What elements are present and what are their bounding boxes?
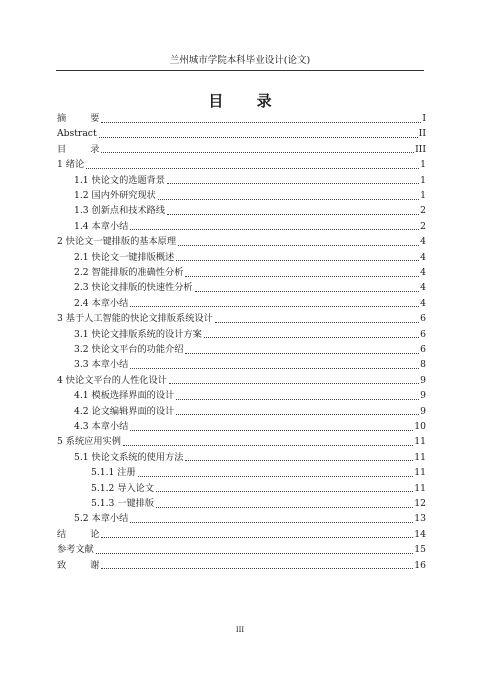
toc-entry-page: 11 [414, 436, 426, 448]
toc-leader-dots [158, 199, 419, 200]
toc-entry-page: II [418, 128, 426, 140]
toc-entry-title: 2.4 本章小结 [74, 297, 129, 309]
toc-leader-dots [176, 399, 419, 400]
toc-entry-title: 2.1 快论文一键排版概述 [74, 251, 175, 263]
toc-entry[interactable] [57, 497, 426, 511]
toc-entry[interactable] [57, 174, 426, 188]
toc-leader-dots [130, 522, 413, 523]
toc-entry[interactable] [57, 512, 426, 526]
toc-entry[interactable] [57, 251, 426, 265]
toc-leader-dots [156, 491, 413, 492]
toc-entry-page: 4 [420, 297, 426, 309]
toc-entry-title: 5.2 本章小结 [74, 513, 129, 525]
toc-entry-page: 4 [420, 267, 426, 278]
toc-entry-title: 2.2 智能排版的准确性分析 [74, 267, 184, 278]
toc-entry-title: 1.4 本章小结 [74, 220, 129, 232]
toc-entry-page: 8 [420, 359, 426, 371]
toc-leader-dots [169, 383, 419, 384]
toc-leader-dots [156, 507, 413, 508]
toc-entry-page: 12 [414, 498, 426, 509]
toc-entry-title: 4.2 论文编辑界面的设计 [74, 405, 175, 417]
toc-entry-page: 4 [420, 251, 426, 263]
toc-entry[interactable] [57, 528, 426, 542]
toc-leader-dots [130, 430, 413, 431]
toc-entry-title: 4 快论文平台的人性化设计 [57, 374, 167, 386]
toc-entry-title: 结论 [57, 528, 100, 540]
toc-entry-title: 摘要 [57, 113, 100, 124]
toc-entry-page: 16 [414, 559, 426, 571]
toc-entry-title: 1.2 国内外研究现状 [74, 190, 156, 201]
toc-leader-dots [195, 291, 420, 292]
toc-entry[interactable] [57, 158, 426, 172]
toc-leader-dots [185, 460, 413, 461]
toc-entry[interactable] [57, 389, 426, 403]
toc-entry-title: 参考文献 [57, 544, 94, 556]
toc-entry-title: 5 系统应用实例 [57, 436, 121, 448]
toc-entry-page: 2 [420, 220, 426, 232]
toc-entry-page: 9 [420, 374, 426, 386]
toc-entry[interactable] [57, 220, 426, 234]
toc-leader-dots [185, 353, 419, 354]
toc-entry[interactable] [57, 204, 426, 218]
toc-entry-title: 5.1.1 注册 [91, 467, 136, 479]
toc-leader-dots [101, 537, 413, 538]
toc-entry-page: 4 [420, 236, 426, 248]
toc-entry-title: 3 基于人工智能的快论文排版系统设计 [57, 313, 213, 325]
toc-entry-title: 1 绪论 [57, 159, 85, 171]
toc-entry[interactable] [57, 312, 426, 326]
toc-leader-dots [138, 476, 414, 477]
toc-entry-title: 致谢 [57, 559, 100, 571]
toc-entry-page: 14 [414, 528, 426, 540]
toc-entry-page: 6 [420, 313, 426, 325]
toc-leader-dots [167, 183, 419, 184]
toc-entry-page: 11 [414, 467, 426, 479]
toc-entry[interactable] [57, 543, 426, 557]
toc-entry-title: 4.1 模板选择界面的设计 [74, 390, 175, 402]
toc-leader-dots [130, 368, 419, 369]
toc-entry[interactable] [57, 435, 426, 449]
toc-leader-dots [204, 337, 419, 338]
toc-entry-title: 1.1 快论文的选题背景 [74, 174, 166, 186]
toc-entry[interactable] [57, 374, 426, 388]
toc-entry-page: 6 [420, 328, 426, 340]
toc-entry-title: 5.1.3 一键排版 [91, 498, 155, 509]
toc-leader-dots [176, 414, 419, 415]
toc-entry[interactable] [57, 112, 426, 126]
toc-entry[interactable] [57, 420, 426, 434]
toc-entry[interactable] [57, 297, 426, 311]
toc-entry-page: 1 [420, 159, 426, 171]
toc-entry-title: 1.3 创新点和技术路线 [74, 205, 166, 217]
toc-entry[interactable] [57, 281, 426, 295]
toc-leader-dots [101, 152, 414, 153]
toc-leader-dots [96, 553, 414, 554]
toc-entry[interactable] [57, 266, 426, 280]
toc-entry[interactable] [57, 451, 426, 465]
toc-entry-page: 13 [414, 513, 426, 525]
toc-leader-dots [101, 122, 421, 123]
toc-leader-dots [215, 322, 419, 323]
toc-entry-page: 1 [420, 190, 426, 201]
toc-leader-dots [123, 445, 413, 446]
toc-entry-page: 11 [414, 482, 426, 494]
toc-leader-dots [176, 260, 419, 261]
toc-leader-dots [167, 214, 419, 215]
toc-entry[interactable] [57, 127, 426, 141]
toc-entry-page: I [422, 113, 426, 124]
toc-entry[interactable] [57, 235, 426, 249]
toc-entry-page: 2 [420, 205, 426, 217]
toc-leader-dots [101, 568, 413, 569]
toc-entry-page: 15 [414, 544, 426, 556]
toc-entry-page: 6 [420, 344, 426, 355]
toc-entry-title: 2 快论文一键排版的基本原理 [57, 236, 177, 248]
toc-leader-dots [185, 276, 419, 277]
page-number: III [235, 626, 245, 634]
toc-entry-page: 4 [420, 282, 426, 294]
toc-entry-page: 9 [420, 405, 426, 417]
toc-leader-dots [130, 306, 419, 307]
toc-entry-page: 1 [420, 174, 426, 186]
toc-entry-title: 2.3 快论文排版的快速性分析 [74, 282, 193, 294]
toc-entry[interactable] [57, 405, 426, 419]
toc-entry-title: 目录 [57, 143, 100, 155]
toc-entry-title: 5.1 快论文系统的使用方法 [74, 451, 184, 463]
running-header: 兰州城市学院本科毕业设计(论文) [56, 52, 424, 71]
toc-leader-dots [99, 137, 418, 138]
toc-entry-title: Abstract [57, 128, 97, 140]
toc-entry-title: 5.1.2 导入论文 [91, 482, 155, 494]
toc-title: 目 录 [208, 92, 286, 110]
toc-entry[interactable] [57, 559, 426, 573]
toc-entry[interactable] [57, 143, 426, 157]
toc-entry-title: 3.3 本章小结 [74, 359, 129, 371]
toc-entry-page: 10 [414, 421, 426, 432]
toc-entry[interactable] [57, 189, 426, 203]
toc-entry-title: 3.2 快论文平台的功能介绍 [74, 344, 184, 355]
toc-entry[interactable] [57, 466, 426, 480]
toc-entry[interactable] [57, 343, 426, 357]
toc-leader-dots [130, 229, 419, 230]
toc-entry-title: 3.1 快论文排版系统的设计方案 [74, 328, 202, 340]
toc-entry[interactable] [57, 328, 426, 342]
toc-leader-dots [86, 168, 419, 169]
toc-entry[interactable] [57, 358, 426, 372]
toc-entry-page: III [415, 143, 426, 155]
toc-entry-title: 4.3 本章小结 [74, 421, 129, 432]
toc-entry-page: 9 [420, 390, 426, 402]
toc-entry-page: 11 [414, 451, 426, 463]
toc-entry[interactable] [57, 482, 426, 496]
toc-leader-dots [178, 245, 419, 246]
